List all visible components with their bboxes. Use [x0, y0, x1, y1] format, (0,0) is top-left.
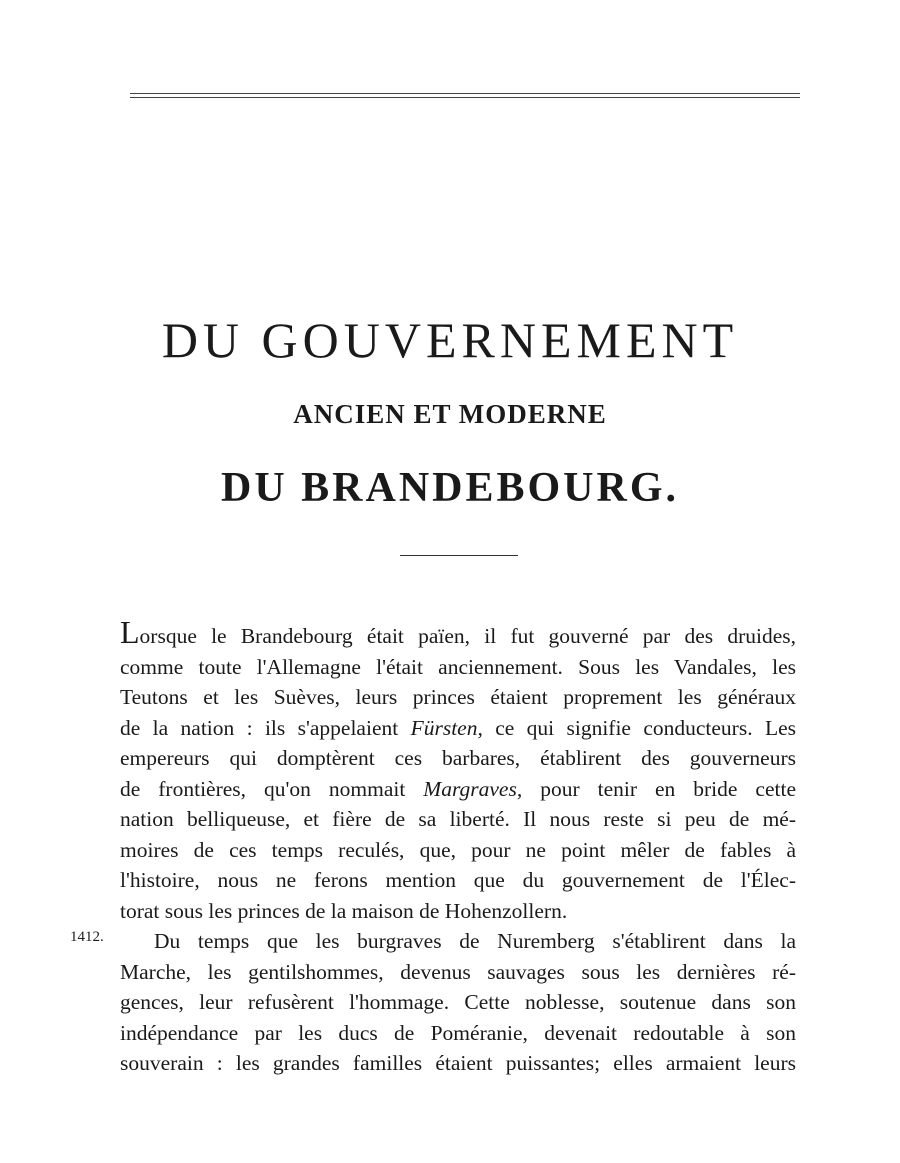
body-text [120, 614, 796, 1079]
text-line: souverain : les grandes familles étaient puissantes; elles armaient leurs [120, 1051, 796, 1075]
text-segment: pour tenir en bride cette [522, 776, 796, 801]
text-line [120, 614, 796, 652]
text-line: l'histoire, nous ne ferons mention que du gouvernement de l'Élec- [120, 868, 796, 892]
italic-term: Fürsten, [410, 715, 483, 740]
text-line: Marche, les gentilshommes, devenus sauvages sous les dernières ré- [120, 959, 796, 984]
page-title-secondary: DU BRANDEBOURG. [220, 465, 680, 511]
text-line: empereurs qui domptèrent ces barbares, établirent des gouverneurs [120, 746, 796, 770]
text-line: indépendance par les ducs de Poméranie, devenait redoutable à son [120, 1020, 796, 1045]
text-segment: orsque le Brandebourg était païen, il fut gouverné par des druides, [139, 624, 796, 648]
text-line: nation belliqueuse, et fière de sa liberté. Il nous reste si peu de mé- [120, 807, 796, 831]
page-subtitle: ANCIEN ET MODERNE [293, 399, 607, 429]
text-segment: ce qui signifie conducteurs. Les [482, 715, 796, 740]
text-line: comme toute l'Allemagne l'était anciennement. Sous les Vandales, les [120, 654, 796, 679]
text-line: Du temps que les burgraves de Nuremberg s'établirent dans la [154, 929, 796, 953]
text-line [120, 774, 796, 805]
text-segment: de frontières, qu'on nommait [120, 776, 424, 801]
text-line: torat sous les princes de la maison de Hohenzollern. [120, 898, 568, 923]
italic-term: Margraves, [423, 776, 523, 801]
text-line: moires de ces temps reculés, que, pour ne point mêler de fables à [120, 837, 796, 862]
section-divider [400, 555, 518, 556]
text-line: Teutons et les Suèves, leurs princes étaient proprement les généraux [120, 685, 796, 709]
top-double-rule [130, 93, 800, 98]
text-line: gences, leur refusèrent l'hommage. Cette noblesse, soutenue dans son [120, 990, 796, 1014]
drop-cap: L [120, 614, 140, 650]
margin-date-note: 1412. [70, 929, 104, 945]
text-line [120, 713, 796, 744]
page-title: DU GOUVERNEMENT [161, 312, 739, 368]
text-segment: de la nation : ils s'appelaient [120, 715, 411, 740]
